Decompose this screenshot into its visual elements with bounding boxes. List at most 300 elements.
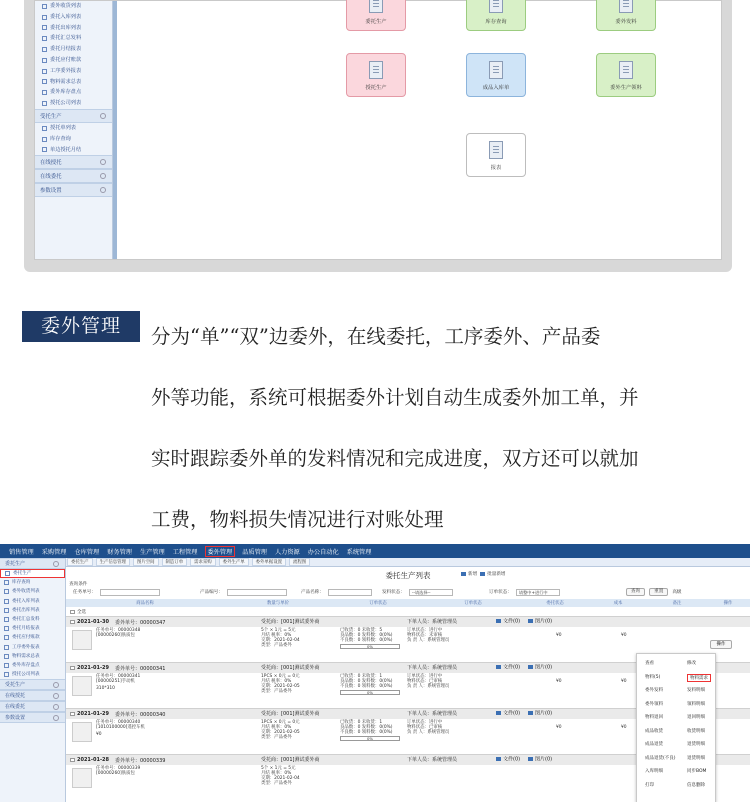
sidebar-item-label: 授托公司列表 — [12, 672, 40, 678]
feature-line: 外等功能，系统可根据委外计划自动生成委外加工单，并 — [151, 386, 639, 409]
sidebar-group-label: 在线委托 — [5, 704, 26, 711]
menu-item[interactable]: 成品退货(不良) — [645, 755, 676, 761]
operation-button[interactable]: 操作 — [710, 640, 732, 649]
sidebar-item[interactable] — [0, 587, 65, 596]
sidebar-item-label: 委托月结报表 — [12, 626, 40, 632]
query-row — [66, 587, 750, 597]
tab-bar — [66, 558, 750, 567]
document-icon — [619, 61, 633, 79]
sidebar-item-label: 委托入库列表 — [12, 598, 40, 604]
flow-box-label: 委外发料 — [615, 19, 637, 25]
supplier: 受托商：[001]测试委外商 — [261, 757, 320, 763]
sidebar-item-label: 物料需求总表 — [50, 78, 82, 85]
document-icon — [489, 0, 503, 13]
tax-rate: 月结 税率：0% — [261, 679, 292, 684]
expand-icon[interactable] — [53, 704, 59, 710]
received-count: 已收货：0 未收货：1 — [340, 720, 383, 725]
sidebar-item[interactable] — [0, 597, 65, 606]
sidebar-item-label: 委托汇总发料 — [50, 35, 82, 42]
fee-value: ¥0 — [621, 679, 627, 684]
order-number: 委外单号：00000347 — [114, 619, 166, 626]
sidebar-item[interactable] — [35, 77, 112, 88]
supplier: 受托商：[001]测试委外商 — [261, 619, 320, 625]
image-icon — [528, 757, 533, 761]
product-image — [72, 630, 92, 650]
record-date: 2021-01-30 — [77, 619, 109, 625]
item-icon — [4, 635, 9, 640]
delivery-date: 交期：2021-02-04 — [261, 776, 300, 781]
progress-bar: 0% — [340, 690, 400, 695]
defect-count: 不良数：0 领料数：0(0%) — [340, 684, 393, 689]
expand-icon[interactable] — [53, 693, 59, 699]
sidebar-group[interactable] — [0, 712, 65, 723]
expand-icon[interactable] — [53, 682, 59, 688]
expand-icon[interactable] — [100, 173, 106, 179]
sidebar-item-label: 委托生产 — [13, 571, 32, 576]
order-number: 委外单号：00000341 — [114, 665, 166, 672]
sidebar-group-label: 参数设置 — [40, 188, 62, 195]
menu-item[interactable]: 成品退货 — [645, 742, 663, 747]
document-icon — [619, 0, 633, 13]
order-type: 类型：产品委外 — [261, 689, 292, 694]
record-header — [66, 617, 750, 627]
product-image — [72, 676, 92, 696]
sidebar-group[interactable] — [35, 155, 112, 169]
record-date: 2021-01-28 — [77, 757, 109, 763]
sidebar-item[interactable] — [0, 670, 65, 679]
docs-link[interactable] — [496, 757, 520, 763]
flow-box[interactable] — [346, 0, 406, 31]
item-icon — [4, 599, 9, 604]
item-icon — [42, 101, 47, 106]
order-type: 类型：产品委外 — [261, 735, 292, 740]
feature-line: 分为“单”“双”边委外，在线委托，工序委外、产品委 — [151, 325, 601, 348]
flow-box-label: 报表 — [490, 165, 502, 171]
feature-description — [151, 306, 731, 550]
menu-item[interactable]: 入库明细 — [645, 769, 663, 774]
feature-line: 实时跟踪委外单的发料情况和完成进度，双方还可以就加 — [151, 447, 639, 470]
tab[interactable]: 生产信息管理 — [96, 558, 130, 566]
item-icon — [42, 47, 47, 52]
sidebar-item[interactable] — [0, 615, 65, 624]
batch-new-button[interactable]: 批量新增 — [487, 572, 506, 577]
sidebar-group-label: 在线授托 — [40, 160, 62, 167]
menu-item[interactable]: 委外领料 — [645, 701, 663, 707]
sidebar-group[interactable] — [35, 183, 112, 197]
docs-label: 文件(0) — [503, 756, 521, 763]
task-no-label: 任务单号： — [73, 590, 96, 595]
good-count: 良品数：0 发料数：0(0%) — [340, 633, 393, 638]
file-icon — [496, 619, 501, 623]
reset-button[interactable]: 重置 — [649, 588, 668, 596]
defect-count: 不良数：0 领料数：0(0%) — [340, 730, 393, 735]
pics-link[interactable] — [528, 757, 552, 763]
owner: 负 责 人：系统管理员 — [407, 638, 450, 643]
pics-link[interactable] — [528, 665, 552, 671]
sidebar-item[interactable] — [0, 643, 65, 652]
document-icon — [369, 0, 383, 13]
item-icon — [42, 36, 47, 41]
order-type: 类型：产品委外 — [261, 781, 292, 786]
column-header: 委托状态 — [546, 601, 564, 606]
tab[interactable]: 委托生产 — [67, 558, 93, 566]
sidebar-group[interactable] — [0, 701, 65, 712]
expand-icon[interactable] — [100, 113, 106, 119]
item-icon — [4, 580, 9, 585]
operation-menu — [636, 653, 716, 802]
new-icon — [461, 572, 466, 576]
menu-item[interactable]: 物料需求 — [687, 674, 711, 682]
flow-box[interactable] — [466, 133, 526, 177]
item-icon — [42, 79, 47, 84]
order-status-select[interactable]: 请整中+进行中 — [516, 589, 560, 596]
item-icon — [4, 672, 9, 677]
flow-box-label: 委外生产领料 — [610, 85, 642, 91]
expand-icon[interactable] — [100, 187, 106, 193]
flow-box-label: 委托生产 — [365, 19, 387, 25]
quantity-price: 5个 × 1元 = 5元 — [261, 628, 296, 633]
file-icon — [496, 711, 501, 715]
cost-value: ¥0 — [556, 633, 562, 638]
sidebar-item[interactable] — [35, 145, 112, 156]
tab[interactable]: 委外单据设置 — [252, 558, 286, 566]
menu-item[interactable]: 物料(5) — [645, 674, 661, 680]
pics-link[interactable] — [528, 619, 552, 625]
order-number: 委外单号：00000339 — [114, 757, 166, 764]
product-name-label: 产品名称： — [300, 590, 324, 595]
toolbar — [461, 571, 506, 577]
sidebar-group[interactable] — [0, 558, 65, 569]
flow-box[interactable] — [466, 53, 526, 97]
nav-item[interactable]: 品质管理 — [242, 548, 267, 556]
issuer: 下单人员：系统管理员 — [407, 757, 458, 763]
top-screenshot — [34, 0, 722, 260]
tab[interactable]: 需求采购 — [190, 558, 216, 566]
menu-item[interactable]: 查看 — [645, 661, 654, 666]
table-header — [66, 599, 750, 607]
nav-item[interactable]: 仓库管理 — [74, 548, 100, 556]
owner: 负 责 人：系统管理员 — [407, 684, 450, 689]
menu-item[interactable]: 修改 — [687, 661, 696, 666]
cost-value: ¥0 — [556, 679, 562, 684]
record-date: 2021-01-29 — [77, 711, 109, 717]
pics-link[interactable] — [528, 711, 552, 717]
sidebar-item[interactable] — [35, 44, 112, 55]
new-button[interactable]: 新增 — [468, 572, 478, 577]
flow-box[interactable] — [346, 53, 406, 97]
order-number: 委外单号：00000340 — [114, 711, 166, 718]
sidebar-item-label: 委托出库列表 — [50, 24, 82, 31]
fee-value: ¥0 — [621, 633, 627, 638]
checkbox-icon[interactable] — [70, 712, 75, 716]
nav-item[interactable]: 采购管理 — [41, 548, 67, 556]
column-header: 商品名称 — [136, 601, 154, 606]
tab[interactable]: 流程图 — [289, 558, 310, 566]
expand-icon[interactable] — [53, 561, 59, 567]
task-no-input[interactable] — [100, 589, 160, 596]
delivery-date: 交期：2021-02-05 — [261, 684, 300, 689]
supplier: 受托商：[001]测试委外商 — [261, 665, 320, 671]
tax-rate: 月结 税率：0% — [261, 771, 292, 776]
docs-link[interactable] — [496, 619, 520, 625]
sidebar-item-label: 单边授托月结 — [50, 146, 82, 153]
sidebar-group-label: 参数设置 — [5, 715, 26, 722]
issue-status-select[interactable]: --请选择-- — [409, 589, 453, 596]
sidebar-item[interactable] — [35, 1, 112, 12]
sidebar-group-label: 受托生产 — [40, 113, 62, 120]
flow-box[interactable] — [466, 0, 526, 31]
delivery-date: 交期：2021-02-04 — [261, 638, 300, 643]
sidebar-item[interactable] — [0, 652, 65, 661]
defect-count: 不良数：0 领料数：0(0%) — [340, 638, 393, 643]
menu-item[interactable]: 成品收货 — [645, 728, 663, 734]
checkbox-icon[interactable] — [70, 620, 75, 624]
flow-box[interactable] — [596, 53, 656, 97]
sidebar-item-label: 授托公司列表 — [50, 100, 82, 107]
document-icon — [489, 141, 503, 159]
delivery-date: 交期：2021-02-05 — [261, 730, 300, 735]
checkbox-icon[interactable] — [70, 758, 75, 762]
sidebar-item[interactable] — [35, 23, 112, 34]
product-image — [72, 768, 92, 788]
batch-new-icon — [480, 572, 485, 576]
flow-box-label: 库存查询 — [485, 19, 507, 25]
sidebar-item[interactable] — [35, 66, 112, 77]
sidebar-item[interactable] — [0, 606, 65, 615]
progress-bar: 0% — [340, 644, 400, 649]
top-sidebar — [35, 1, 113, 259]
menu-item[interactable]: 收货明细 — [687, 728, 705, 734]
menu-item[interactable]: 退回明细 — [687, 715, 705, 720]
item-icon — [42, 126, 47, 131]
query-label: 查询条件 — [69, 582, 88, 587]
order-type: 类型：产品委外 — [261, 643, 292, 648]
sidebar-item[interactable] — [35, 12, 112, 23]
item-icon — [42, 90, 47, 95]
item-icon — [42, 58, 47, 63]
nav-item[interactable]: 工程管理 — [172, 548, 198, 556]
sidebar-item-label: 物料需求总表 — [12, 653, 40, 659]
issuer: 下单人员：系统管理员 — [407, 711, 458, 717]
column-header: 备注 — [672, 601, 682, 606]
task-number: 任务单号：00000340 — [96, 720, 141, 725]
item-icon — [42, 69, 47, 74]
item-icon — [4, 608, 9, 613]
issuer: 下单人员：系统管理员 — [407, 619, 458, 625]
sidebar-item-label: 委外收货列表 — [12, 589, 40, 595]
sidebar-item-label: 库存查询 — [12, 580, 31, 586]
sidebar-item-label: 委托月结报表 — [50, 46, 82, 53]
issue-status-label: 发料状态： — [381, 590, 405, 595]
item-icon — [42, 137, 47, 142]
item-icon — [42, 4, 47, 9]
item-icon — [42, 147, 47, 152]
docs-link[interactable] — [496, 711, 520, 717]
image-icon — [528, 619, 533, 623]
menu-item[interactable]: 退货明细 — [687, 755, 705, 761]
image-icon — [528, 665, 533, 669]
sidebar-item[interactable] — [0, 578, 65, 587]
menu-item[interactable]: 物料退回 — [645, 715, 663, 720]
menu-item[interactable]: 同步BOM — [687, 769, 707, 774]
sidebar-item[interactable] — [0, 624, 65, 633]
product-name: [00000260]肤质包 — [96, 633, 135, 638]
image-icon — [528, 711, 533, 715]
product-image — [72, 722, 92, 742]
nav-item[interactable]: 委外管理 — [205, 546, 236, 557]
tab[interactable]: 制造订单 — [162, 558, 188, 566]
column-header: 成本 — [613, 601, 623, 606]
pics-label: 图片(0) — [535, 756, 553, 763]
product-name: [00000260]肤质包 — [96, 771, 135, 776]
menu-item[interactable]: 打印 — [645, 782, 654, 788]
expand-icon[interactable] — [53, 715, 59, 721]
material-status: 物料状态：已审核 — [407, 725, 443, 730]
tab[interactable]: 委外生产单 — [219, 558, 249, 566]
document-icon — [369, 61, 383, 79]
menu-item[interactable]: 信息删除 — [687, 782, 705, 788]
sidebar-group[interactable] — [0, 679, 65, 690]
item-icon — [4, 654, 9, 659]
nav-item[interactable]: 生产管理 — [140, 548, 165, 556]
select-all-label: 全选 — [77, 610, 87, 615]
product-no-label: 产品编号： — [199, 590, 223, 595]
material-status: 物料状态：未审核 — [407, 633, 443, 638]
product-name-input[interactable] — [328, 589, 372, 596]
sidebar-item-label: 委托出库列表 — [12, 607, 40, 613]
expand-icon[interactable] — [100, 159, 106, 165]
menu-item[interactable]: 退货明细 — [687, 742, 705, 747]
issuer: 下单人员：系统管理员 — [407, 665, 458, 671]
sidebar-group[interactable] — [35, 109, 112, 123]
fee-value: ¥0 — [621, 725, 627, 730]
supplier: 受托商：[001]测试委外商 — [261, 711, 320, 717]
feature-badge: 委外管理 — [22, 311, 140, 342]
sidebar-item-label: 委托应付账款 — [50, 56, 82, 63]
product-spec: ¥0 — [96, 732, 102, 737]
checkbox-icon[interactable] — [70, 666, 75, 670]
checkbox-icon — [70, 610, 75, 614]
sidebar-item-label: 委托应付账款 — [12, 635, 40, 641]
owner: 负 责 人：系统管理员 — [407, 730, 450, 735]
cost-value: ¥0 — [556, 725, 562, 730]
docs-link[interactable] — [496, 665, 520, 671]
column-header: 操作 — [723, 601, 733, 606]
sidebar-group[interactable] — [0, 690, 65, 701]
item-icon — [4, 617, 9, 622]
item-icon — [42, 15, 47, 20]
material-status: 物料状态：已审核 — [407, 679, 443, 684]
app-sidebar — [0, 558, 66, 802]
order-status: 订单状态：进行中 — [407, 720, 443, 725]
sidebar-item[interactable] — [35, 87, 112, 98]
received-count: 已收货：0 未收货：1 — [340, 674, 383, 679]
nav-item[interactable]: 财务管理 — [107, 548, 132, 556]
advanced-link[interactable]: 高级 — [672, 590, 682, 595]
good-count: 良品数：0 发料数：0(0%) — [340, 679, 393, 684]
sidebar-item[interactable] — [35, 123, 112, 134]
product-no-input[interactable] — [227, 589, 287, 596]
sidebar-item[interactable] — [0, 661, 65, 670]
order-status: 订单状态：进行中 — [407, 674, 443, 679]
sidebar-item-label: 委托入库列表 — [50, 13, 82, 20]
item-icon — [4, 589, 9, 594]
progress-bar: 0% — [340, 736, 400, 741]
product-name: [00000251]手动机 — [96, 679, 135, 684]
task-number: 任务单号：00000348 — [96, 628, 141, 633]
menu-item[interactable]: 发料明细 — [687, 688, 705, 693]
sidebar-item[interactable] — [35, 33, 112, 44]
product-name: [1010100000]遥控车机 — [96, 725, 145, 730]
flow-box[interactable] — [596, 0, 656, 31]
sidebar-item[interactable] — [0, 569, 65, 578]
tax-rate: 月结 税率：0% — [261, 633, 292, 638]
tab[interactable]: 图片空间 — [133, 558, 159, 566]
nav-item[interactable]: 系统管理 — [346, 548, 372, 556]
feature-line: 工费，物料损失情况进行对账处理 — [151, 508, 444, 531]
file-icon — [496, 665, 501, 669]
nav-item[interactable]: 销售管理 — [9, 548, 34, 556]
sidebar-item[interactable] — [0, 633, 65, 642]
quantity-price: 1PCS × 0元 = 0元 — [261, 720, 300, 725]
good-count: 良品数：0 发料数：0(0%) — [340, 725, 393, 730]
product-spec: 310*310 — [96, 686, 115, 691]
sidebar-item[interactable] — [35, 98, 112, 109]
flow-box-label: 授托生产 — [365, 85, 387, 91]
sidebar-item[interactable] — [35, 55, 112, 66]
flow-box-label: 成品入库单 — [482, 85, 510, 91]
sidebar-item-label: 委外收货列表 — [50, 3, 82, 9]
sidebar-splitter[interactable] — [113, 1, 117, 259]
file-icon — [496, 757, 501, 761]
column-header: 数量与单价 — [267, 601, 289, 606]
menu-item[interactable]: 委外发料 — [645, 688, 663, 693]
sidebar-item[interactable] — [35, 134, 112, 145]
received-count: 已收货：0 未收货：5 — [340, 628, 383, 633]
top-screenshot-frame — [24, 0, 732, 272]
page-title-bar — [66, 570, 750, 581]
nav-item[interactable]: 办公自动化 — [307, 548, 339, 556]
docs-label: 文件(0) — [503, 664, 521, 671]
tax-rate: 月结 税率：0% — [261, 725, 292, 730]
sidebar-item-label: 工序委外报表 — [12, 644, 40, 650]
column-header: 订单状态 — [464, 601, 482, 606]
sidebar-item-label: 工序委外报表 — [50, 67, 82, 74]
docs-label: 文件(0) — [503, 618, 521, 625]
item-icon — [4, 663, 9, 668]
pics-label: 图片(0) — [535, 618, 553, 625]
item-icon — [4, 626, 9, 631]
sidebar-group-label: 受托生产 — [5, 682, 26, 689]
nav-item[interactable]: 人力资源 — [275, 548, 300, 556]
sidebar-group[interactable] — [35, 169, 112, 183]
sidebar-item-label: 委外库存盘点 — [50, 89, 82, 96]
select-all[interactable] — [66, 607, 750, 616]
search-button[interactable]: 查询 — [626, 588, 645, 596]
quantity-price: 1PCS × 0元 = 0元 — [261, 674, 300, 679]
sidebar-item-label: 库存查询 — [50, 135, 71, 142]
sidebar-group-label: 委托生产 — [5, 561, 26, 567]
sidebar-item-label: 委托汇总发料 — [12, 616, 40, 622]
pics-label: 图片(0) — [535, 664, 553, 671]
item-icon — [42, 25, 47, 30]
page-title: 委托生产列表 — [385, 571, 431, 580]
sidebar-group-label: 在线授托 — [5, 693, 26, 700]
task-number: 任务单号：00000339 — [96, 766, 141, 771]
order-status-label: 订单状态： — [488, 590, 512, 595]
sidebar-item-label: 委外库存盘点 — [12, 662, 40, 668]
menu-item[interactable]: 领料明细 — [687, 701, 705, 707]
